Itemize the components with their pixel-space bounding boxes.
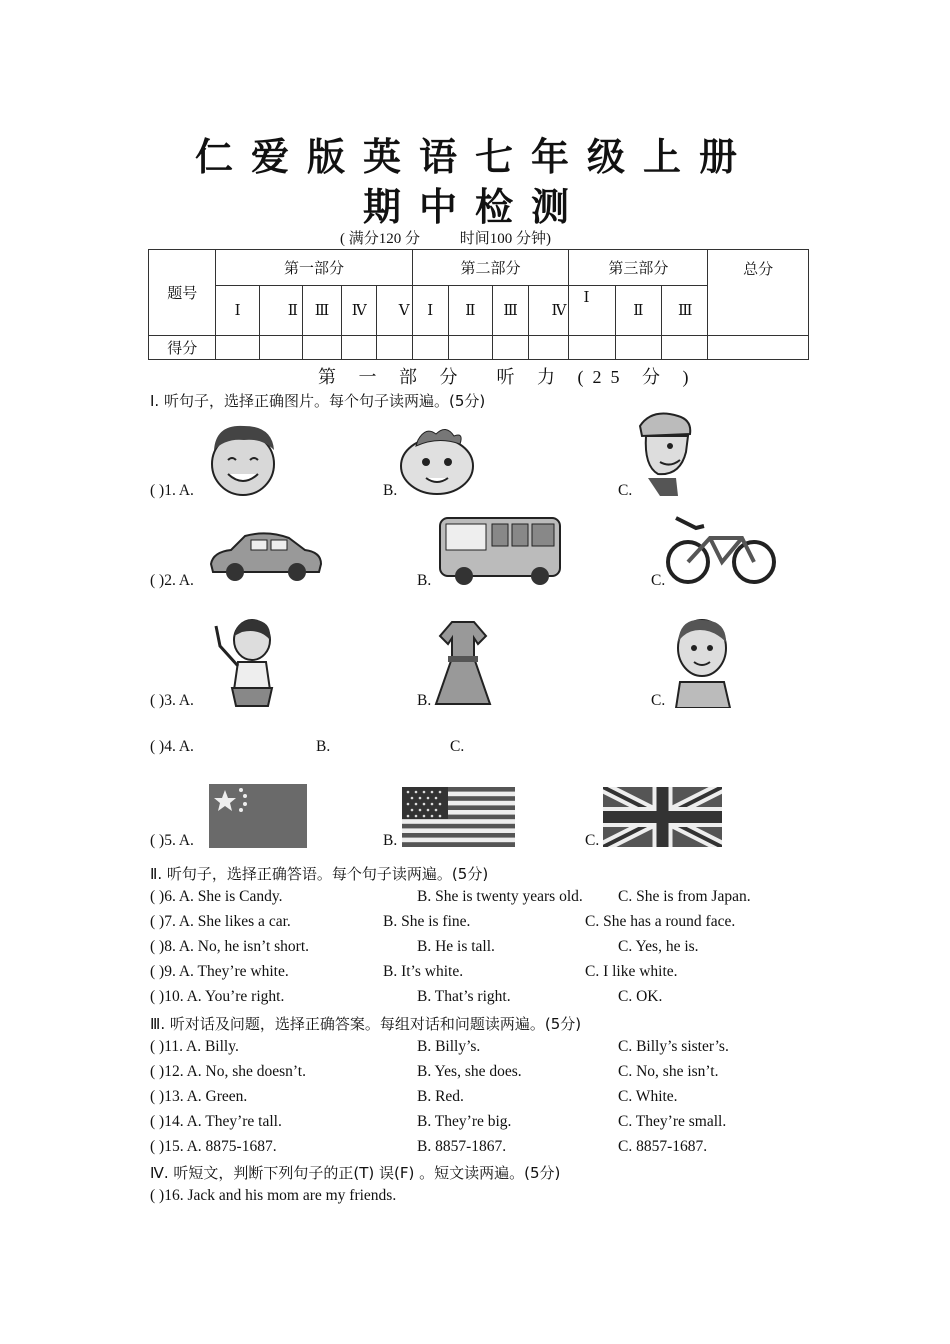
p3-item: Ⅲ <box>662 286 708 336</box>
part2-header: 第二部分 <box>412 250 569 286</box>
question-8-option-c: C. Yes, he is. <box>618 938 699 955</box>
question-7-option-b: B. She is fine. <box>383 913 471 930</box>
section-2-instructions: Ⅱ. 听句子，选择正确答语。每个句子读两遍。(5分) <box>150 865 489 883</box>
question-4-option-c: C. <box>450 738 465 755</box>
question-9-option-c: C. I like white. <box>585 963 678 980</box>
question-15-option-b: B. 8857-1867. <box>417 1138 507 1155</box>
exam-meta <box>340 227 551 248</box>
question-14-option-c: C. They’re small. <box>618 1113 727 1130</box>
girl-picture <box>208 616 276 708</box>
p2-item: Ⅳ <box>529 286 569 336</box>
score-cell[interactable] <box>615 336 661 360</box>
score-cell[interactable] <box>529 336 569 360</box>
question-1-option-c: C. <box>618 482 633 499</box>
question-2-option-b: B. <box>417 572 432 589</box>
bus-picture <box>436 512 564 586</box>
question-2: ( )2. A. <box>150 572 194 589</box>
p2-item: Ⅲ <box>493 286 529 336</box>
p2-item: Ⅰ <box>412 286 448 336</box>
question-15: ( )15. A. 8875-1687. <box>150 1138 277 1155</box>
row-header: 题号 <box>149 250 216 336</box>
part-one-title: 听 力 (25 分 ) <box>496 367 698 387</box>
question-13: ( )13. A. Green. <box>150 1088 248 1105</box>
question-6-option-b: B. She is twenty years old. <box>417 888 583 905</box>
question-6: ( )6. A. She is Candy. <box>150 888 283 905</box>
score-cell[interactable] <box>259 336 302 360</box>
p3-item: Ⅰ <box>569 286 615 336</box>
score-cell[interactable] <box>302 336 341 360</box>
question-8: ( )8. A. No, he isn’t short. <box>150 938 310 955</box>
full-score: ( 满分120 分 <box>340 231 420 247</box>
score-cell[interactable] <box>216 336 259 360</box>
question-10-option-b: B. That’s right. <box>417 988 511 1005</box>
part3-header: 第三部分 <box>569 250 708 286</box>
boy-face-picture <box>206 420 280 498</box>
question-6-option-c: C. She is from Japan. <box>618 888 751 905</box>
total-header: 总分 <box>708 250 809 336</box>
question-3: ( )3. A. <box>150 692 194 709</box>
car-picture <box>207 530 323 582</box>
p1-item: Ⅲ <box>302 286 341 336</box>
score-cell[interactable] <box>662 336 708 360</box>
score-table <box>148 249 809 360</box>
dress-picture <box>434 618 492 708</box>
score-cell[interactable] <box>493 336 529 360</box>
score-cell[interactable] <box>412 336 448 360</box>
question-13-option-b: B. Red. <box>417 1088 464 1105</box>
boy-picture <box>670 616 734 708</box>
question-11-option-b: B. Billy’s. <box>417 1038 481 1055</box>
question-5-option-c: C. <box>585 832 600 849</box>
score-label: 得分 <box>149 336 216 360</box>
p1-item: Ⅰ <box>216 286 259 336</box>
part-one-heading <box>318 363 698 389</box>
man-with-hat-picture <box>630 408 696 496</box>
question-16: ( )16. Jack and his mom are my friends. <box>150 1187 397 1204</box>
question-1-option-b: B. <box>383 482 398 499</box>
part-one-label: 第 一 部 分 <box>318 367 467 387</box>
time-limit: 时间100 分钟) <box>459 231 551 247</box>
question-3-option-c: C. <box>651 692 666 709</box>
question-5-option-b: B. <box>383 832 398 849</box>
question-12-option-b: B. Yes, she does. <box>417 1063 522 1080</box>
score-cell[interactable] <box>708 336 809 360</box>
question-5: ( )5. A. <box>150 832 194 849</box>
section-3-instructions: Ⅲ. 听对话及问题，选择正确答案。每组对话和问题读两遍。(5分) <box>150 1015 582 1033</box>
question-8-option-b: B. He is tall. <box>417 938 495 955</box>
question-12-option-c: C. No, she isn’t. <box>618 1063 719 1080</box>
score-cell[interactable] <box>569 336 615 360</box>
document-subtitle: 期中检测 <box>362 185 587 229</box>
score-cell[interactable] <box>342 336 377 360</box>
china-flag-picture <box>209 784 307 848</box>
question-9: ( )9. A. They’re white. <box>150 963 289 980</box>
question-4-option-b: B. <box>316 738 331 755</box>
question-7-option-c: C. She has a round face. <box>585 913 736 930</box>
question-15-option-c: C. 8857-1687. <box>618 1138 708 1155</box>
score-cell[interactable] <box>377 336 412 360</box>
question-14: ( )14. A. They’re tall. <box>150 1113 282 1130</box>
p2-item: Ⅱ <box>448 286 492 336</box>
usa-flag-picture <box>402 787 515 847</box>
p3-item: Ⅱ <box>615 286 661 336</box>
question-1: ( )1. A. <box>150 482 194 499</box>
score-cell[interactable] <box>448 336 492 360</box>
part1-header: 第一部分 <box>216 250 412 286</box>
uk-flag-picture <box>603 787 722 847</box>
question-11: ( )11. A. Billy. <box>150 1038 239 1055</box>
question-11-option-c: C. Billy’s sister’s. <box>618 1038 729 1055</box>
question-7: ( )7. A. She likes a car. <box>150 913 291 930</box>
document-title: 仁爱版英语七年级上册 <box>194 135 755 179</box>
question-3-option-b: B. <box>417 692 432 709</box>
question-4: ( )4. A. <box>150 738 194 755</box>
question-10-option-c: C. OK. <box>618 988 663 1005</box>
p1-item: Ⅱ <box>259 286 302 336</box>
section-1-instructions: Ⅰ. 听句子，选择正确图片。每个句子读两遍。(5分) <box>150 392 486 410</box>
question-13-option-c: C. White. <box>618 1088 678 1105</box>
question-2-option-c: C. <box>651 572 666 589</box>
question-9-option-b: B. It’s white. <box>383 963 464 980</box>
p1-item: Ⅳ <box>342 286 377 336</box>
question-10: ( )10. A. You’re right. <box>150 988 285 1005</box>
baby-face-picture <box>396 424 478 496</box>
section-4-instructions: Ⅳ. 听短文，判断下列句子的正(T) 误(F) 。短文读两遍。(5分) <box>150 1164 561 1182</box>
p1-item: Ⅴ <box>377 286 412 336</box>
question-14-option-b: B. They’re big. <box>417 1113 512 1130</box>
question-12: ( )12. A. No, she doesn’t. <box>150 1063 306 1080</box>
bicycle-picture <box>666 514 778 586</box>
